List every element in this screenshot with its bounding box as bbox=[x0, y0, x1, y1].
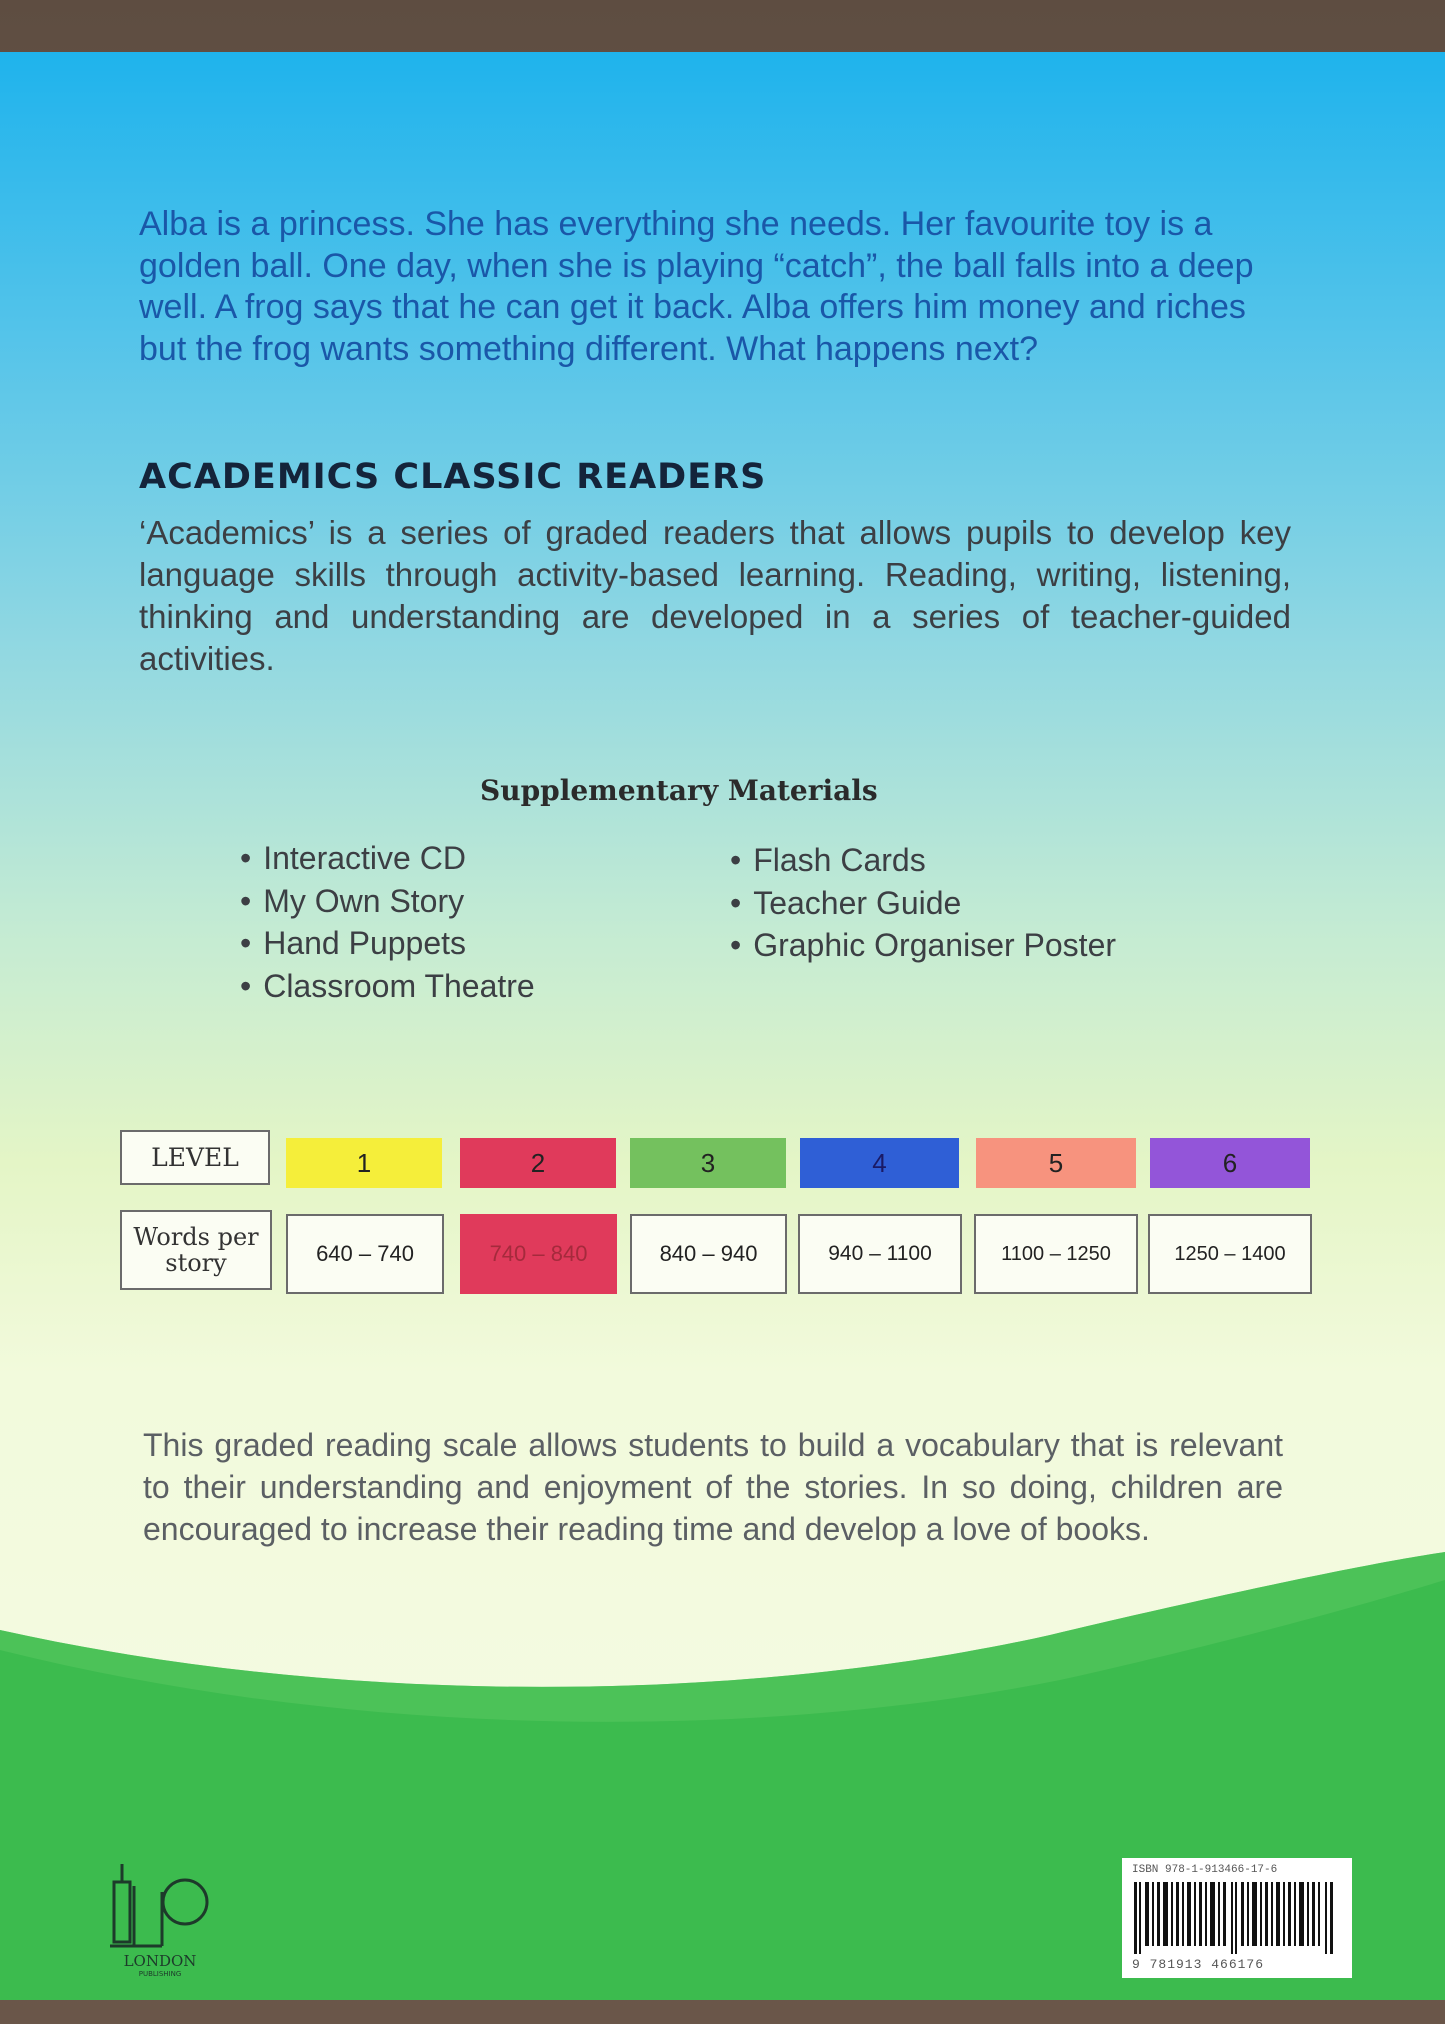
big-ben-icon bbox=[100, 1862, 220, 1977]
supplementary-heading: Supplementary Materials bbox=[480, 774, 878, 807]
supplementary-item: • Classroom Theatre bbox=[240, 965, 535, 1008]
book-back-cover bbox=[0, 52, 1445, 2000]
level-row-label: LEVEL bbox=[120, 1130, 270, 1185]
supplementary-list-right bbox=[730, 839, 1116, 967]
supplementary-item: • Graphic Organiser Poster bbox=[730, 924, 1116, 967]
supplementary-item: • Interactive CD bbox=[240, 837, 535, 880]
level-cell: 1 bbox=[286, 1138, 442, 1188]
level-cell: 6 bbox=[1150, 1138, 1310, 1188]
words-cell: 940 – 1100 bbox=[798, 1214, 962, 1294]
words-cell: 840 – 940 bbox=[630, 1214, 787, 1294]
supplementary-item: • My Own Story bbox=[240, 880, 535, 923]
supplementary-list-left bbox=[240, 837, 535, 1007]
publisher-logo bbox=[100, 1862, 220, 1977]
publisher-name: LONDON bbox=[123, 1952, 197, 1970]
words-cell: 740 – 840 bbox=[460, 1214, 617, 1294]
level-cell: 5 bbox=[976, 1138, 1136, 1188]
barcode-icon bbox=[1134, 1882, 1340, 1954]
level-cell: 3 bbox=[630, 1138, 786, 1188]
supplementary-item: • Teacher Guide bbox=[730, 882, 1116, 925]
level-cell: 4 bbox=[800, 1138, 959, 1188]
isbn-digits: 9 781913 466176 bbox=[1132, 1957, 1265, 1972]
supplementary-item: • Flash Cards bbox=[730, 839, 1116, 882]
isbn-barcode bbox=[1122, 1858, 1352, 1978]
series-description: ‘Academics’ is a series of graded readers that allows pupils to develop key language skills through activity-based learning. Reading, writing, listening, thinking and understanding are developed in a series of teacher-guided activities. bbox=[139, 514, 1291, 677]
story-blurb: Alba is a princess. She has everything she needs. Her favourite toy is a golden ball. One day, when she is playing “catch”, the ball falls into a deep well. A frog says that he can get it back. Alba offers him money and riches but the frog wants something different. What happens next? bbox=[139, 205, 1254, 368]
level-cell: 2 bbox=[460, 1138, 616, 1188]
supplementary-item: • Hand Puppets bbox=[240, 922, 535, 965]
series-title: ACADEMICS CLASSIC READERS bbox=[139, 457, 767, 497]
isbn-number: ISBN 978-1-913466-17-6 bbox=[1132, 1864, 1278, 1876]
publisher-sub: PUBLISHING bbox=[138, 1970, 182, 1977]
words-cell: 1100 – 1250 bbox=[974, 1214, 1138, 1294]
words-cell: 1250 – 1400 bbox=[1148, 1214, 1312, 1294]
words-row-label: Words per story bbox=[120, 1210, 272, 1290]
words-cell: 640 – 740 bbox=[286, 1214, 444, 1294]
reading-scale-text: This graded reading scale allows students to build a vocabulary that is relevant to their understanding and enjoyment of the stories. In so doing, children are encouraged to increase their reading time and develop a love of books. bbox=[143, 1427, 1283, 1547]
